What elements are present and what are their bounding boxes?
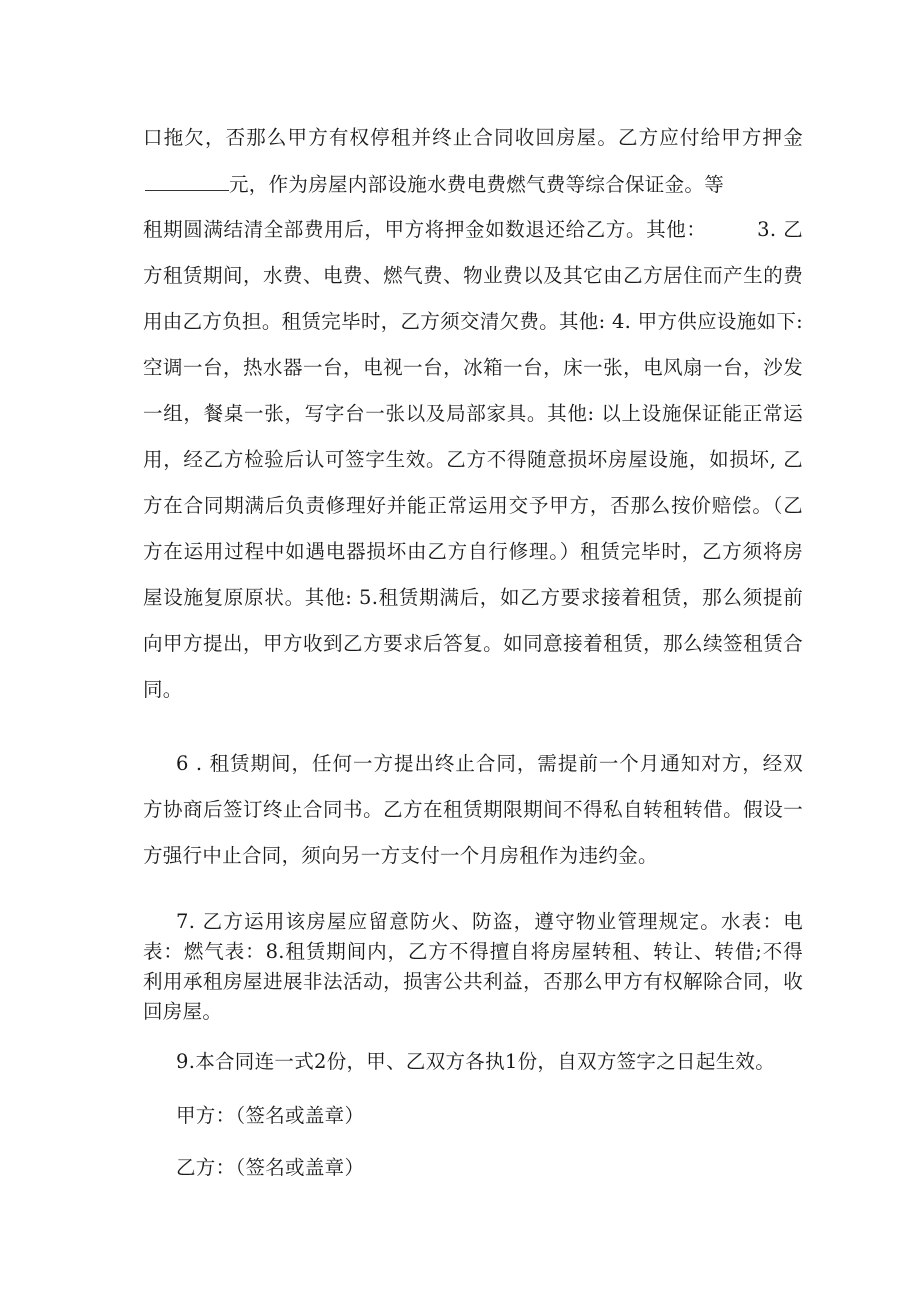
text-line: 方租赁期间，水费、电费、燃气费、物业费以及其它由乙方居住而产生的费	[143, 264, 803, 287]
text-line: 9.本合同连一式2份，甲、乙双方各执1份，自双方签字之日起生效。	[176, 1050, 776, 1073]
text-line: 元，作为房屋内部设施水费电费燃气费等综合保证金。等	[229, 173, 725, 196]
party-a-signature: 甲方：（签名或盖章）	[176, 1104, 365, 1127]
text-line: 向甲方提出，甲方收到乙方要求后答复。如同意接着租赁，那么续签租赁合	[143, 632, 803, 655]
text-line: 用由乙方负担。租赁完毕时，乙方须交清欠费。其他: 4. 甲方供应设施如下:	[143, 310, 803, 333]
text-line: 方在合同期满后负责修理好并能正常运用交予甲方，否那么按价赔偿。（乙	[143, 494, 803, 517]
text-line: 方协商后签订终止合同书。乙方在租赁期限期间不得私自转租转借。假设一	[143, 798, 803, 821]
deposit-line	[143, 172, 803, 197]
party-b-signature: 乙方：（签名或盖章）	[176, 1156, 365, 1179]
text-line: 回房屋。	[143, 1000, 223, 1023]
text-line: 方在运用过程中如遇电器损坏由乙方自行修理。）租赁完毕时，乙方须将房	[143, 540, 803, 563]
text-line: 表：燃气表：8.租赁期间内，乙方不得擅自将房屋转租、转让、转借;不得	[143, 940, 803, 963]
text-line: 用，经乙方检验后认可签字生效。乙方不得随意损坏房屋设施，如损坏, 乙	[143, 448, 803, 471]
text-line: 屋设施复原原状。其他: 5.租赁期满后，如乙方要求接着租赁，那么须提前	[143, 586, 803, 609]
text-line: 口拖欠，否那么甲方有权停租并终止合同收回房屋。乙方应付给甲方押金	[143, 126, 803, 149]
text-line: 租期圆满结清全部费用后，甲方将押金如数退还给乙方。其他： 3. 乙	[143, 218, 803, 241]
text-line: 7. 乙方运用该房屋应留意防火、防盗，遵守物业管理规定。水表：电	[176, 910, 803, 933]
text-line: 6 . 租赁期间，任何一方提出终止合同，需提前一个月通知对方，经双	[176, 752, 803, 775]
text-line: 同。	[143, 678, 183, 701]
text-line: 利用承租房屋进展非法活动，损害公共利益，否那么甲方有权解除合同，收	[143, 970, 803, 993]
text-line: 空调一台，热水器一台，电视一台，冰箱一台，床一张，电风扇一台，沙发	[143, 356, 803, 379]
text-line: 方强行中止合同，须向另一方支付一个月房租作为违约金。	[143, 844, 658, 867]
text-line: 一组，餐桌一张，写字台一张以及局部家具。其他: 以上设施保证能正常运	[143, 402, 803, 425]
deposit-amount-blank	[145, 172, 229, 191]
